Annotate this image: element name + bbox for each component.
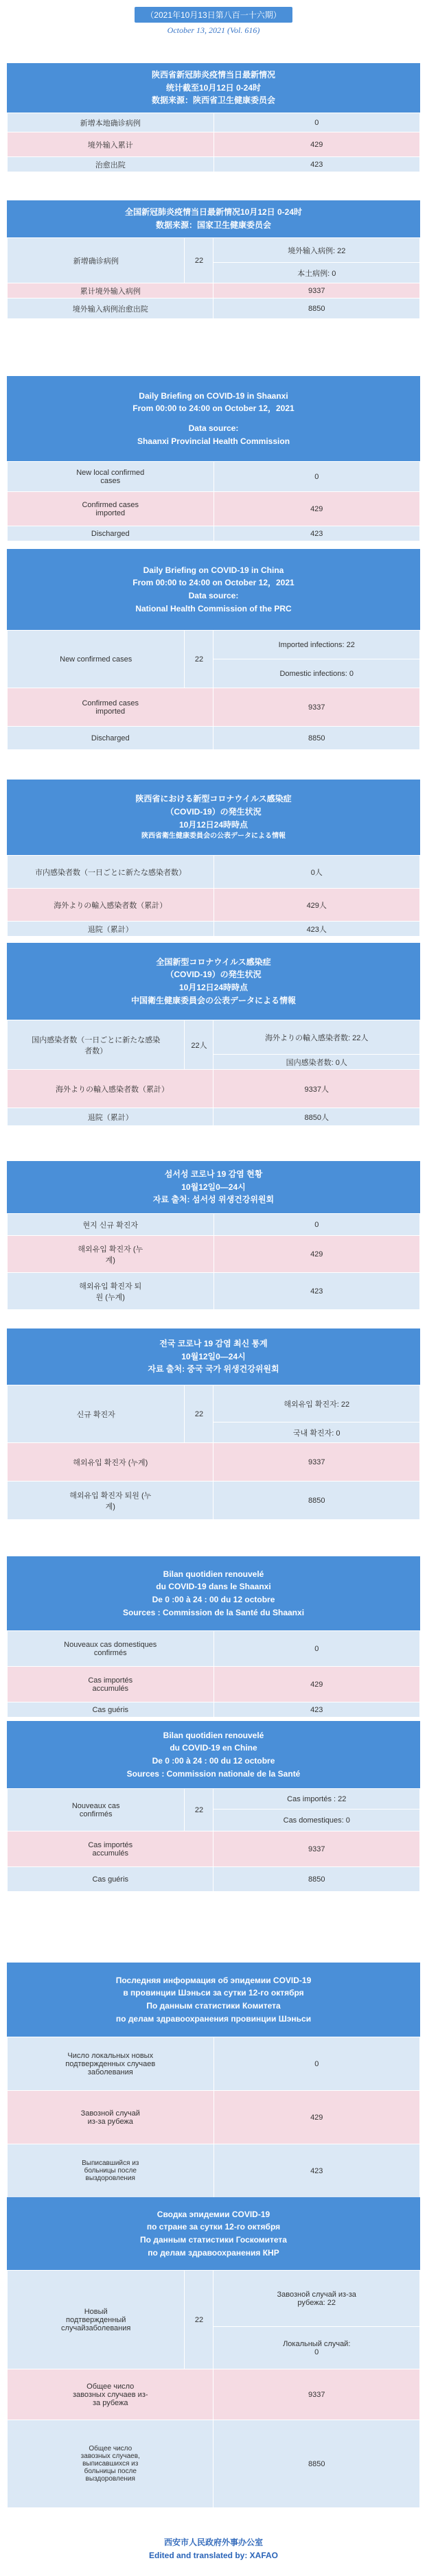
ru-shaanxi-header — [7, 1963, 420, 2037]
local-cases: Cas domestiques: 0 — [214, 1810, 420, 1831]
ja-china-table — [7, 1020, 420, 1126]
row-value: 429人 — [214, 889, 420, 922]
row-value: 429 — [214, 132, 420, 157]
ko-china-section — [7, 1328, 420, 1520]
row-value: 0 — [214, 2037, 420, 2091]
issue-date-en: October 13, 2021 (Vol. 616) — [167, 25, 260, 35]
row-label: New confirmed cases — [8, 631, 185, 688]
table-row — [8, 1789, 420, 1810]
zh-china-header — [7, 200, 420, 237]
row-label: Cas importés accumulés — [8, 1667, 214, 1702]
ru-shaanxi-subtitle: в провинции Шэньси за сутки 12-го октября — [123, 1988, 304, 1998]
imported-cases: Imported infections: 22 — [214, 631, 420, 659]
row-value: 423人 — [214, 922, 420, 937]
local-cases: 国内感染者数: 0人 — [214, 1055, 420, 1070]
ko-shaanxi-source: 자료 출처: 섬서성 위생건강위원회 — [152, 1195, 275, 1205]
ru-shaanxi-section — [7, 1963, 420, 2198]
ja-shaanxi-source: 陝西省衛生健康委員会の公表データによる情報 — [141, 832, 286, 841]
en-china-section — [7, 549, 420, 750]
ru-china-section — [7, 2197, 420, 2508]
row-value: 0 — [214, 1631, 420, 1667]
zh-shaanxi-period: 统计截至10月12日 0-24时 — [165, 82, 262, 93]
row-value: 0 — [214, 462, 420, 492]
ko-china-header — [7, 1328, 420, 1385]
local-cases: Domestic infections: 0 — [214, 659, 420, 688]
table-row — [8, 1020, 420, 1055]
ko-china-period: 10월12일0—24시 — [181, 1351, 246, 1361]
row-value: 22 — [185, 631, 214, 688]
row-value: 9337 — [214, 1831, 420, 1867]
en-shaanxi-section — [7, 376, 420, 541]
table-row — [8, 462, 420, 492]
row-value: 9337 — [214, 283, 420, 298]
en-china-header — [7, 549, 420, 630]
row-label: 累计境外输入病例 — [8, 283, 214, 298]
table-row — [8, 2091, 420, 2144]
ru-china-header — [7, 2197, 420, 2270]
en-china-source-label: Data source: — [188, 591, 239, 600]
imported-cases: 해외유입 확진자: 22 — [214, 1385, 420, 1422]
fr-shaanxi-header — [7, 1556, 420, 1630]
table-row — [8, 1385, 420, 1422]
row-label: 境外输入累计 — [8, 132, 214, 157]
table-row — [8, 2037, 420, 2091]
ja-china-section — [7, 943, 420, 1126]
row-label: 退院（累計） — [8, 922, 214, 937]
row-label: New local confirmed cases — [8, 462, 214, 492]
issue-header — [0, 0, 427, 36]
ja-china-subtitle: （COVID-19）の発生状況 — [165, 970, 262, 980]
row-value: 9337 — [214, 2369, 420, 2420]
row-value: 429 — [214, 492, 420, 526]
row-label: Cas guéris — [8, 1867, 214, 1892]
ru-china-subtitle: по стране за сутки 12-го октября — [146, 2222, 281, 2232]
row-label: 해외유입 확진자 퇴원 (누계) — [8, 1273, 214, 1310]
ru-shaanxi-title: Последняя информация об эпидемии COVID-19 — [115, 1975, 312, 1985]
row-value: 8850人 — [214, 1108, 420, 1126]
local-cases: 本土病例: 0 — [214, 263, 420, 283]
ko-china-source: 자료 출처: 중국 국가 위생건강위원회 — [148, 1364, 279, 1374]
row-label: 境外输入病例治愈出院 — [8, 298, 214, 319]
en-china-table — [7, 630, 420, 750]
table-row — [8, 2144, 420, 2198]
row-value: 22 — [185, 1385, 214, 1443]
table-row — [8, 1867, 420, 1892]
table-row — [8, 856, 420, 889]
row-value: 9337 — [214, 688, 420, 727]
footer — [0, 2536, 427, 2562]
ko-china-title: 전국 코로나 19 감염 최신 통계 — [159, 1339, 268, 1349]
ru-china-title: Сводка эпидемии COVID-19 — [157, 2209, 270, 2219]
table-row — [8, 2420, 420, 2508]
row-label: 해외유입 확진자 퇴원 (누계) — [8, 1482, 214, 1520]
zh-shaanxi-table — [7, 113, 420, 172]
zh-shaanxi-title: 陕西省新冠肺炎疫情当日最新情况 — [151, 70, 275, 80]
table-row — [8, 1443, 420, 1482]
table-row — [8, 688, 420, 727]
row-label: 신규 확진자 — [8, 1385, 185, 1443]
footer-credit: Edited and translated by: XAFAO — [148, 2551, 279, 2561]
ja-china-source: 中国衛生健康委員会の公表データによる情報 — [130, 995, 296, 1005]
row-value: 22人 — [185, 1020, 214, 1070]
row-value: 9337 — [214, 1443, 420, 1482]
ja-shaanxi-period: 10月12日24時時点 — [178, 819, 249, 830]
row-value: 429 — [214, 1667, 420, 1702]
row-label: Confirmed cases imported — [8, 688, 214, 727]
ko-shaanxi-table — [7, 1213, 420, 1310]
imported-cases: 海外よりの輸入感染者数: 22人 — [214, 1020, 420, 1055]
row-label: Discharged — [8, 727, 214, 750]
row-label: 해외유입 확진자 (누계) — [8, 1236, 214, 1273]
row-value: 429 — [214, 1236, 420, 1273]
zh-china-source: 数据来源：国家卫生健康委员会 — [155, 220, 271, 230]
table-row — [8, 1236, 420, 1273]
row-label: Выписавшийся из больницы после выздоровления — [8, 2144, 214, 2198]
table-row — [8, 1631, 420, 1667]
ja-china-period: 10月12日24時時点 — [178, 983, 249, 992]
ko-shaanxi-title: 섬서성 코로나 19 감염 현황 — [164, 1169, 263, 1180]
row-value: 8850 — [214, 2420, 420, 2508]
row-value: 429 — [214, 2091, 420, 2144]
table-row — [8, 1702, 420, 1718]
table-row — [8, 1108, 420, 1126]
row-value: 0人 — [214, 856, 420, 889]
fr-shaanxi-table — [7, 1630, 420, 1718]
fr-shaanxi-source: Sources : Commission de la Santé du Shaanxi — [122, 1607, 305, 1617]
row-label: Cas guéris — [8, 1702, 214, 1718]
table-row — [8, 889, 420, 922]
table-row — [8, 492, 420, 526]
table-row — [8, 526, 420, 541]
fr-shaanxi-subtitle: du COVID-19 dans le Shaanxi — [156, 1582, 271, 1592]
row-label: Число локальных новых подтвержденных случаев заболевания — [8, 2037, 214, 2091]
ja-shaanxi-section — [7, 780, 420, 937]
row-label: 현지 신규 확진자 — [8, 1214, 214, 1236]
ru-shaanxi-source-2: по делам здравоохранения провинции Шэньси — [115, 2013, 312, 2024]
issue-date-cn: （2021年10月13日第八百一十六期） — [135, 7, 292, 23]
table-row — [8, 1214, 420, 1236]
row-label: 新增确诊病例 — [8, 238, 185, 283]
row-label: Nouveaux cas domestiques confirmés — [8, 1631, 214, 1667]
row-value: 22 — [185, 238, 214, 283]
table-row — [8, 238, 420, 263]
table-row — [8, 1667, 420, 1702]
footer-publisher: 西安市人民政府外事办公室 — [163, 2538, 263, 2547]
zh-china-table — [7, 237, 420, 319]
ja-shaanxi-subtitle: （COVID-19）の発生状況 — [165, 806, 262, 817]
fr-china-source: Sources : Commission nationale de la Santé — [126, 1768, 301, 1779]
row-label: Discharged — [8, 526, 214, 541]
table-row — [8, 1482, 420, 1520]
table-row — [8, 2271, 420, 2327]
row-label: Nouveaux cas confirmés — [8, 1789, 185, 1831]
imported-cases: Завозной случай из-за рубежа: 22 — [214, 2271, 420, 2327]
row-value: 8850 — [214, 1867, 420, 1892]
zh-shaanxi-section — [7, 63, 420, 172]
ru-shaanxi-source-1: По данным статистики Комитета — [146, 2001, 281, 2011]
ja-china-title: 全国新型コロナウイルス感染症 — [156, 957, 271, 967]
row-value: 423 — [214, 157, 420, 172]
row-value: 8850 — [214, 298, 420, 319]
zh-china-title: 全国新冠肺炎疫情当日最新情况10月12日 0-24时 — [124, 207, 303, 218]
local-cases: 국내 확진자: 0 — [214, 1422, 420, 1443]
row-value: 22 — [185, 1789, 214, 1831]
table-row — [8, 113, 420, 132]
ja-shaanxi-title: 陝西省における新型コロナウイルス感染症 — [135, 794, 292, 804]
table-row — [8, 298, 420, 319]
row-label: 治愈出院 — [8, 157, 214, 172]
fr-china-header — [7, 1721, 420, 1788]
ru-shaanxi-table — [7, 2037, 420, 2198]
row-label: 海外よりの輸入感染者数（累計） — [8, 889, 214, 922]
fr-shaanxi-section — [7, 1556, 420, 1718]
row-label: 国内感染者数（一日ごとに新たな感染者数） — [8, 1020, 185, 1070]
zh-shaanxi-source: 数据来源：陕西省卫生健康委员会 — [151, 95, 275, 106]
en-china-period: From 00:00 to 24:00 on October 12，2021 — [132, 578, 295, 588]
row-value: 0 — [214, 113, 420, 132]
zh-shaanxi-header — [7, 63, 420, 113]
row-label: 退院（累計） — [8, 1108, 214, 1126]
en-shaanxi-source-label: Data source: — [188, 423, 239, 433]
row-label: Общее число завозных случаев, выписавшихся из больницы после выздоровления — [8, 2420, 214, 2508]
ko-shaanxi-period: 10월12일0—24시 — [181, 1182, 246, 1192]
imported-cases: 境外输入病例: 22 — [214, 238, 420, 263]
row-label: Confirmed cases imported — [8, 492, 214, 526]
row-value: 423 — [214, 1702, 420, 1718]
ru-china-table — [7, 2270, 420, 2508]
row-label: 新增本地确诊病例 — [8, 113, 214, 132]
ko-china-table — [7, 1385, 420, 1520]
table-row — [8, 1070, 420, 1108]
row-value: 0 — [214, 1214, 420, 1236]
row-label: 해외유입 확진자 (누계) — [8, 1443, 214, 1482]
row-label: Общее число завозных случаев из-за рубежа — [8, 2369, 214, 2420]
fr-china-title: Bilan quotidien renouvelé — [163, 1730, 264, 1740]
en-china-source: National Health Commission of the PRC — [135, 603, 292, 613]
ja-china-header — [7, 943, 420, 1020]
row-label: 市内感染者数（一日ごとに新たな感染者数） — [8, 856, 214, 889]
ja-shaanxi-table — [7, 855, 420, 937]
en-shaanxi-period: From 00:00 to 24:00 on October 12，2021 — [132, 403, 295, 414]
row-label: 海外よりの輸入感染者数（累計） — [8, 1070, 214, 1108]
row-value: 423 — [214, 526, 420, 541]
fr-shaanxi-title: Bilan quotidien renouvelé — [163, 1569, 264, 1579]
table-row — [8, 1831, 420, 1867]
en-shaanxi-header — [7, 376, 420, 461]
row-value: 22 — [185, 2271, 214, 2369]
ru-china-source-1: По данным статистики Госкомитета — [140, 2235, 287, 2245]
fr-china-period: De 0 :00 à 24 : 00 du 12 octobre — [152, 1756, 275, 1766]
imported-cases: Cas importés : 22 — [214, 1789, 420, 1810]
table-row — [8, 727, 420, 750]
row-label: Завозной случай из-за рубежа — [8, 2091, 214, 2144]
row-value: 9337人 — [214, 1070, 420, 1108]
table-row — [8, 631, 420, 659]
row-value: 423 — [214, 1273, 420, 1310]
row-label: Новый подтвержденный случайзаболевания — [8, 2271, 185, 2369]
table-row — [8, 922, 420, 937]
table-row — [8, 1273, 420, 1310]
fr-shaanxi-period: De 0 :00 à 24 : 00 du 12 octobre — [152, 1595, 275, 1604]
row-value: 423 — [214, 2144, 420, 2198]
row-value: 8850 — [214, 727, 420, 750]
en-shaanxi-title: Daily Briefing on COVID-19 in Shaanxi — [139, 390, 288, 401]
table-row — [8, 132, 420, 157]
table-row — [8, 283, 420, 298]
ja-shaanxi-header — [7, 780, 420, 855]
local-cases: Локальный случай: 0 — [214, 2327, 420, 2369]
ru-china-source-2: по делам здравоохранения КНР — [148, 2247, 279, 2258]
en-shaanxi-source: Shaanxi Provincial Health Commission — [137, 436, 290, 446]
row-label: Cas importés accumulés — [8, 1831, 214, 1867]
fr-china-section — [7, 1721, 420, 1892]
fr-china-table — [7, 1788, 420, 1892]
fr-china-subtitle: du COVID-19 en Chine — [170, 1743, 257, 1753]
en-china-title: Daily Briefing on COVID-19 in China — [143, 565, 284, 575]
ko-shaanxi-header — [7, 1161, 420, 1213]
en-shaanxi-table — [7, 461, 420, 541]
table-row — [8, 2369, 420, 2420]
zh-china-section — [7, 200, 420, 319]
ko-shaanxi-section — [7, 1161, 420, 1310]
row-value: 8850 — [214, 1482, 420, 1520]
table-row — [8, 157, 420, 172]
